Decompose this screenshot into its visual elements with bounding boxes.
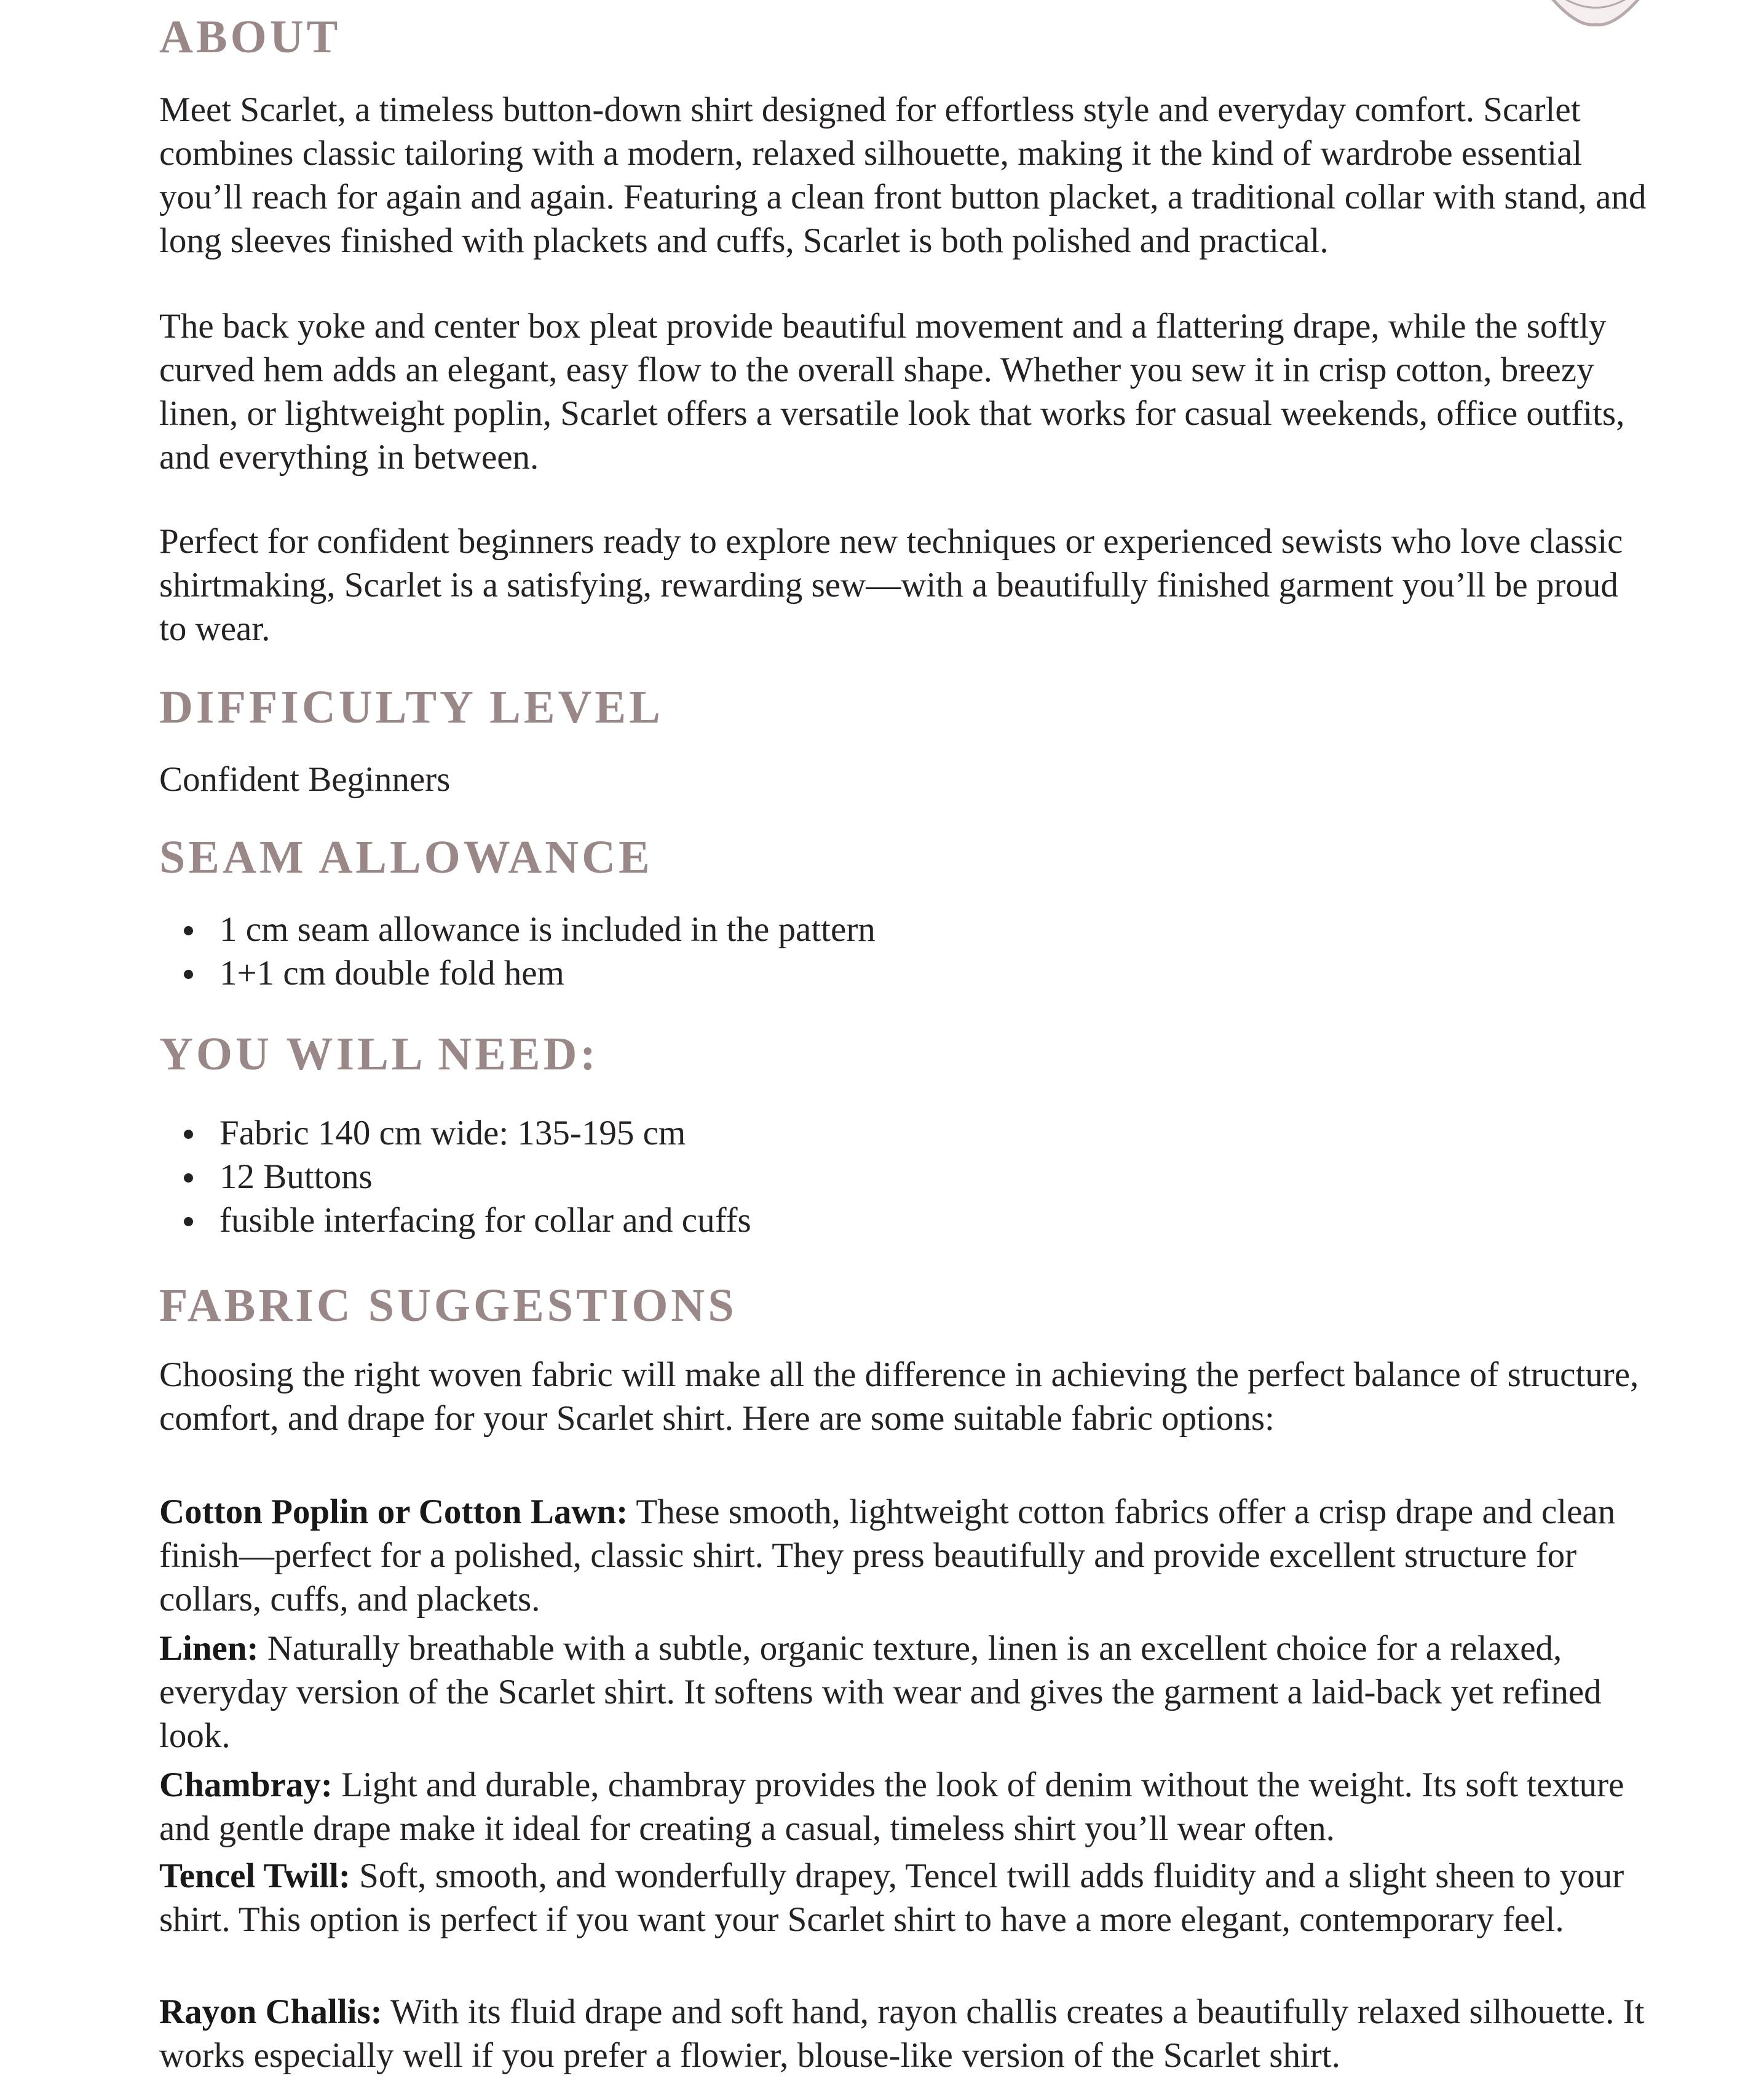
list-item xyxy=(159,908,1647,951)
list-item-text: fusible interfacing for collar and cuffs xyxy=(220,1201,751,1240)
fabric-option-text: Naturally breathable with a subtle, organic texture, linen is an excellent choice for a relaxed, everyday version of the Scarlet shirt. It softens with wear and gives the garment a laid-back yet refined look. xyxy=(159,1629,1602,1755)
about-paragraph: The back yoke and center box pleat provide beautiful movement and a flattering drape, while the softly curved hem adds an elegant, easy flow to the overall shape. Whether you sew it in crisp cotton, breezy linen, or lightweight poplin, Scarlet offers a versatile look that works for casual weekends, office outfits, and everything in between. xyxy=(159,307,1625,477)
bullet-icon xyxy=(184,1130,193,1139)
difficulty-section xyxy=(159,681,1647,733)
fabric-intro: Choosing the right woven fabric will make all the difference in achieving the perfect balance of structure, comfort, and drape for your Scarlet shirt. Here are some suitable fabric options: xyxy=(159,1355,1639,1438)
fabric-option-text: These smooth, lightweight cotton fabrics offer a crisp drape and clean finish—perfect for a polished, classic shirt. They press beautifully and provide excellent structure for collars, cuffs, and plackets. xyxy=(159,1492,1616,1619)
fabric-option-cotton xyxy=(159,1490,1647,1621)
fabric-suggestions-heading: FABRIC SUGGESTIONS xyxy=(159,1280,737,1331)
fabric-option-text: With its fluid drape and soft hand, rayon challis creates a beautifully relaxed silhouette. It works especially well if you prefer a flowier, blouse-like version of the Scarlet shirt. xyxy=(159,1992,1645,2075)
seam-allowance-heading: SEAM ALLOWANCE xyxy=(159,831,653,883)
about-paragraph-2 xyxy=(159,304,1647,479)
fabric-option-tencel xyxy=(159,1854,1647,1941)
you-will-need-list xyxy=(159,1111,1647,1242)
bullet-icon xyxy=(184,970,193,979)
you-will-need-heading: YOU WILL NEED: xyxy=(159,1028,599,1080)
list-item xyxy=(159,951,1647,995)
bullet-icon xyxy=(184,1173,193,1183)
fabric-option-name: Chambray: xyxy=(159,1766,333,1804)
bullet-icon xyxy=(184,1217,193,1226)
you-will-need-list-block xyxy=(159,1111,1647,1242)
difficulty-value-block xyxy=(159,758,1647,801)
fabric-intro-block xyxy=(159,1353,1647,1440)
seam-allowance-list-block xyxy=(159,908,1647,995)
fabric-option xyxy=(159,1854,1647,1941)
fabric-option-chambray xyxy=(159,1763,1647,1850)
fabric-option-name: Linen: xyxy=(159,1629,259,1668)
fabric-option-name: Rayon Challis: xyxy=(159,1992,382,2031)
about-paragraph-1 xyxy=(159,88,1647,263)
difficulty-heading: DIFFICULTY LEVEL xyxy=(159,681,663,733)
fabric-option-name: Cotton Poplin or Cotton Lawn: xyxy=(159,1492,628,1531)
list-item xyxy=(159,1111,1647,1155)
about-section xyxy=(159,11,1647,63)
about-paragraph: Meet Scarlet, a timeless button-down shirt designed for effortless style and everyday comfort. Scarlet combines classic tailoring with a modern, relaxed silhouette, making it the kind of wardrobe essential you’ll reach for again and again. Featuring a clean front button placket, a traditional collar with stand, and long sleeves finished with plackets and cuffs, Scarlet is both polished and practical. xyxy=(159,90,1647,260)
about-heading: ABOUT xyxy=(159,11,341,63)
list-item xyxy=(159,1155,1647,1199)
fabric-option xyxy=(159,1990,1647,2077)
difficulty-value: Confident Beginners xyxy=(159,760,451,799)
fabric-option-rayon xyxy=(159,1990,1647,2077)
list-item-text: 1 cm seam allowance is included in the pattern xyxy=(220,910,876,949)
bullet-icon xyxy=(184,926,193,935)
list-item-text: Fabric 140 cm wide: 135-195 cm xyxy=(220,1114,686,1152)
fabric-option xyxy=(159,1763,1647,1850)
list-item-text: 12 Buttons xyxy=(220,1157,373,1196)
you-will-need-section xyxy=(159,1028,1647,1080)
fabric-option xyxy=(159,1627,1647,1758)
fabric-option-text: Light and durable, chambray provides the look of denim without the weight. Its soft texture and gentle drape make it ideal for creating a casual, timeless shirt you’ll wear often. xyxy=(159,1766,1624,1848)
list-item xyxy=(159,1199,1647,1242)
list-item-text: 1+1 cm double fold hem xyxy=(220,954,564,993)
seam-allowance-section xyxy=(159,831,1647,883)
about-paragraph: Perfect for confident beginners ready to explore new techniques or experienced sewists who love classic shirtmaking, Scarlet is a satisfying, rewarding sew—with a beautifully finished garment you’ll be proud to wear. xyxy=(159,522,1623,648)
about-paragraph-3 xyxy=(159,520,1647,651)
fabric-option-name: Tencel Twill: xyxy=(159,1857,350,1895)
fabric-option-text: Soft, smooth, and wonderfully drapey, Tencel twill adds fluidity and a slight sheen to your shirt. This option is perfect if you want your Scarlet shirt to have a more elegant, contemporary feel. xyxy=(159,1857,1624,1939)
fabric-option xyxy=(159,1490,1647,1621)
fabric-option-linen xyxy=(159,1627,1647,1758)
fabric-suggestions-section xyxy=(159,1282,1647,1329)
seam-allowance-list xyxy=(159,908,1647,995)
